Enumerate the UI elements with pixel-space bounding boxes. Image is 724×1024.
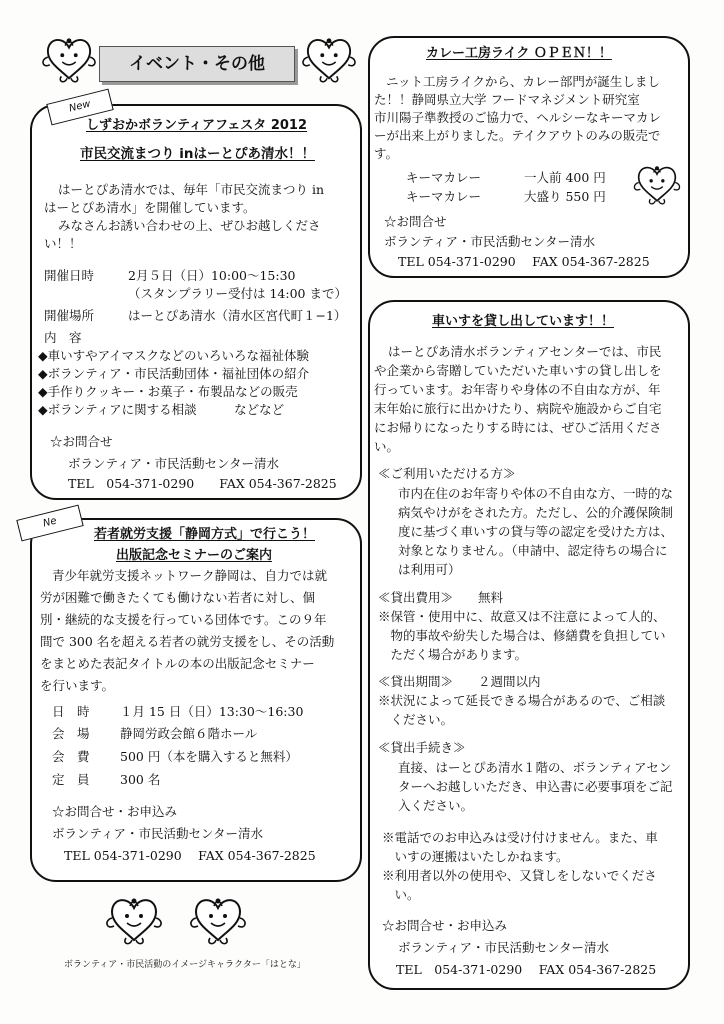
curry-title: カレー工房ライク ＯＰＥＮ！！ bbox=[426, 46, 612, 61]
festa-item: ◆車いすやアイマスクなどのいろいろな福祉体験 bbox=[38, 348, 309, 363]
festa-date-value: 2月５日（日）10:00～15:30 bbox=[128, 268, 296, 283]
wheelchair-users-heading: ≪ご利用いただける方≫ bbox=[378, 466, 516, 481]
curry-text-line: ーが出来上がりました。テイクアウトのみの販売で bbox=[374, 128, 661, 143]
wheelchair-users-line: 病気やけがをされた方。ただし、公的介護保険制 bbox=[398, 505, 674, 520]
wheelchair-proc-line: ターへお越しいただき、申込書に必要事項をご記 bbox=[398, 779, 673, 794]
new-badge: Ne bbox=[16, 505, 83, 542]
wheelchair-title: 車いすを貸し出しています！！ bbox=[432, 314, 615, 329]
festa-text-line: はーとぴあ清水では、毎年「市民交流まつり in bbox=[58, 182, 325, 197]
wheelchair-users-line: 市内在住のお年寄りや体の不自由な方、一時的な bbox=[398, 486, 674, 501]
seminar-row-value: 500 円（本を購入すると無料） bbox=[120, 749, 298, 764]
festa-date-note: （スタンプラリー受付は 14:00 まで） bbox=[128, 286, 347, 301]
festa-contact-org: ボランティア・市民活動センター清水 bbox=[68, 456, 280, 471]
seminar-row-value: 静岡労政会館６階ホール bbox=[120, 726, 258, 741]
seminar-text-line: 別・継続的な支援を行っている団体です。この９年 bbox=[40, 612, 327, 627]
wheelchair-proc-line: 直接、はーとぴあ清水１階の、ボランティアセン bbox=[398, 760, 672, 775]
wheelchair-users-line: 対象となりません。（申請中、認定待ちの場合に bbox=[398, 543, 668, 558]
wheelchair-fee-line: ※保管・使用中に、故意又は不注意によって人的、 bbox=[378, 609, 666, 624]
curry-text-line: ニット工房ライクから、カレー部門が誕生しまし bbox=[386, 74, 660, 89]
curry-contact-label: ☆お問合せ bbox=[384, 214, 447, 229]
festa-contact-label: ☆お問合せ bbox=[50, 434, 113, 449]
seminar-text-line: をまとめた表記タイトルの本の出版記念セミナー bbox=[40, 656, 315, 671]
festa-contact-tel: TEL 054-371-0290 FAX 054-367-2825 bbox=[68, 476, 337, 491]
section-title: イベント・その他 bbox=[99, 46, 295, 82]
wheelchair-note-line: いすの運搬はいたしかねます。 bbox=[382, 849, 569, 864]
wheelchair-proc-line: 入ください。 bbox=[398, 798, 474, 813]
seminar-contact-tel: TEL 054-371-0290 FAX 054-367-2825 bbox=[64, 848, 316, 863]
hatona-mascot-icon bbox=[300, 36, 358, 84]
festa-text-line: みなさんお誘い合わせの上、ぜひお越しくださ bbox=[58, 218, 321, 233]
wheelchair-text-line: はーとぴあ清水ボランティアセンターでは、市民 bbox=[388, 344, 662, 359]
wheelchair-text-line: や企業から寄贈していただいた車いすの貸し出しを bbox=[374, 363, 662, 378]
curry-text-line: 市川陽子準教授のご協力で、ヘルシーなキーマカレ bbox=[374, 110, 661, 125]
festa-item: ◆ボランティアに関する相談 などなど bbox=[38, 402, 285, 417]
wheelchair-users-line: は利用可） bbox=[398, 562, 461, 577]
curry-menu-name: キーマカレー bbox=[406, 189, 482, 204]
wheelchair-text-line: にお帰りになったりする時には、ぜひご活用くださ bbox=[374, 420, 662, 435]
hatona-mascot-icon bbox=[632, 164, 682, 206]
wheelchair-period-line: ※状況によって延長できる場合があるので、ご相談 bbox=[378, 693, 666, 708]
seminar-row-label: 会 費 bbox=[52, 749, 90, 764]
curry-menu-price: 大盛り 550 円 bbox=[524, 189, 606, 204]
wheelchair-contact-label: ☆お問合せ・お申込み bbox=[382, 918, 508, 933]
footer-caption: ボランティア・市民活動のイメージキャラクター「はとな」 bbox=[64, 960, 306, 970]
wheelchair-period-line: ください。 bbox=[378, 712, 454, 727]
seminar-row-label: 日 時 bbox=[52, 704, 90, 719]
festa-place-value: はーとぴあ清水（清水区宮代町１−1） bbox=[128, 308, 347, 323]
festa-text-line: はーとぴあ清水」を開催しています。 bbox=[44, 200, 256, 215]
wheelchair-users-line: 度に基づく車いすの貸与等の認定を受けた方は、 bbox=[398, 524, 674, 539]
wheelchair-contact-tel: TEL 054-371-0290 FAX 054-367-2825 bbox=[396, 962, 657, 977]
seminar-contact-org: ボランティア・市民活動センター清水 bbox=[52, 826, 264, 841]
curry-contact-tel: TEL 054-371-0290 FAX 054-367-2825 bbox=[398, 254, 650, 269]
wheelchair-note-line: い。 bbox=[382, 887, 420, 902]
hatona-mascot-icon bbox=[104, 896, 164, 946]
wheelchair-proc-heading: ≪貸出手続き≫ bbox=[378, 740, 466, 755]
festa-item: ◆手作りクッキー・お菓子・布製品などの販売 bbox=[38, 384, 298, 399]
festa-text-line: い！！ bbox=[44, 236, 82, 251]
seminar-row-value: 300 名 bbox=[120, 772, 161, 787]
curry-menu-name: キーマカレー bbox=[406, 170, 482, 185]
seminar-contact-label: ☆お問合せ・お申込み bbox=[52, 804, 178, 819]
wheelchair-period-heading: ≪貸出期間≫ ２週間以内 bbox=[378, 674, 541, 689]
seminar-text-line: 労が困難で働きたくても働けない若者に対し、個 bbox=[40, 590, 316, 605]
seminar-text-line: 間で 300 名を超える若者の就労支援をし、その活動 bbox=[40, 634, 335, 649]
wheelchair-text-line: い。 bbox=[374, 439, 400, 454]
wheelchair-note-line: ※電話でのお申込みは受け付けません。また、車 bbox=[382, 830, 658, 845]
seminar-row-label: 会 場 bbox=[52, 726, 90, 741]
curry-menu-price: 一人前 400 円 bbox=[524, 170, 606, 185]
wheelchair-fee-heading: ≪貸出費用≫ 無料 bbox=[378, 590, 504, 605]
wheelchair-note-line: ※利用者以外の使用や、又貸しをしないでくださ bbox=[382, 868, 657, 883]
new-badge: New bbox=[46, 89, 113, 126]
wheelchair-text-line: 行っています。お年寄りや身体の不自由な方が、年 bbox=[374, 382, 661, 397]
festa-subtitle: 市民交流まつり inはーとぴあ清水！！ bbox=[80, 146, 315, 162]
festa-title: しずおかボランティアフェスタ 2012 bbox=[86, 118, 308, 133]
wheelchair-fee-line: 物的事故や紛失した場合は、修繕費を負担してい bbox=[378, 628, 666, 643]
hatona-mascot-icon bbox=[188, 896, 248, 946]
curry-text-line: す。 bbox=[374, 146, 399, 161]
seminar-row-label: 定 員 bbox=[52, 772, 90, 787]
wheelchair-fee-line: ただく場合があります。 bbox=[378, 647, 528, 662]
festa-place-label: 開催場所 bbox=[44, 308, 95, 323]
wheelchair-text-line: 末年始に旅行に出かけたり、病院や施設からご自宅 bbox=[374, 401, 662, 416]
seminar-row-value: １月 15 日（日）13:30～16:30 bbox=[120, 704, 304, 719]
seminar-text-line: 青少年就労支援ネットワーク静岡は、自力では就 bbox=[52, 568, 328, 583]
festa-date-label: 開催日時 bbox=[44, 268, 95, 283]
curry-contact-org: ボランティア・市民活動センター清水 bbox=[384, 234, 596, 249]
wheelchair-contact-org: ボランティア・市民活動センター清水 bbox=[398, 940, 610, 955]
festa-item: ◆ボランティア・市民活動団体・福祉団体の紹介 bbox=[38, 366, 310, 381]
festa-content-label: 内 容 bbox=[44, 330, 82, 345]
seminar-title: 若者就労支援「静岡方式」で行こう！ bbox=[94, 527, 316, 542]
seminar-subtitle: 出版記念セミナーのご案内 bbox=[116, 548, 273, 563]
seminar-text-line: を行います。 bbox=[40, 678, 115, 693]
hatona-mascot-icon bbox=[40, 36, 98, 84]
curry-text-line: た！！静岡県立大学 フードマネジメント研究室 bbox=[374, 92, 640, 107]
